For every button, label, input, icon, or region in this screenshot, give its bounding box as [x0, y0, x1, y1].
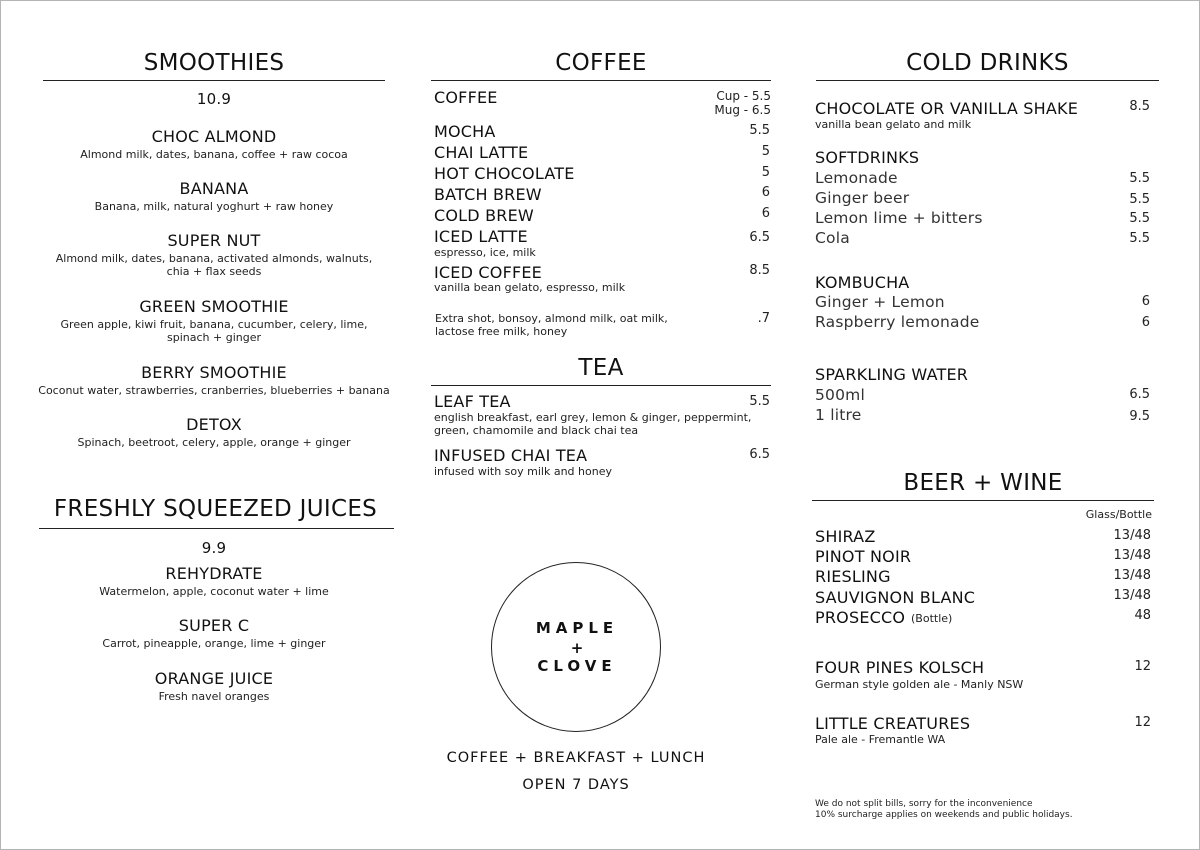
coffee-item-price: 6: [761, 206, 770, 221]
coffee-extras-price: .7: [757, 311, 770, 326]
coffee-extras-line2: lactose free milk, honey: [435, 325, 568, 338]
wine-name: PINOT NOIR: [815, 547, 912, 566]
tea-rule: [431, 385, 771, 386]
coffee-item-name: ICED COFFEE: [434, 263, 542, 282]
juices-price: 9.9: [201, 539, 227, 557]
tea-item-name: INFUSED CHAI TEA: [434, 446, 588, 465]
smoothie-desc: Almond milk, dates, banana, coffee + raw cocoa: [80, 148, 348, 161]
coffee-item-price: 8.5: [749, 263, 770, 278]
coffee-item-name: COFFEE: [434, 88, 498, 107]
coffee-item-name: COLD BREW: [434, 206, 534, 225]
footer-note-line2: 10% surcharge applies on weekends and public holidays.: [815, 810, 1073, 820]
glass-bottle-header: Glass/Bottle: [1085, 508, 1152, 521]
softdrink-price: 5.5: [1129, 231, 1150, 246]
coffee-item-desc: espresso, ice, milk: [434, 246, 536, 259]
smoothie-name: GREEN SMOOTHIE: [139, 297, 289, 316]
wine-price: 13/48: [1113, 548, 1151, 563]
tea-item-price: 5.5: [749, 394, 770, 409]
water-name: 500ml: [815, 386, 865, 404]
tea-heading: TEA: [578, 355, 624, 381]
beer-name: FOUR PINES KOLSCH: [815, 658, 985, 677]
beer-price: 12: [1134, 659, 1151, 674]
beer-desc: German style golden ale - Manly NSW: [815, 678, 1024, 691]
tagline-line2: OPEN 7 DAYS: [522, 777, 630, 793]
tea-item-name: LEAF TEA: [434, 392, 511, 411]
smoothie-desc: Almond milk, dates, banana, activated almonds, walnuts,: [55, 252, 373, 265]
juice-name: SUPER C: [178, 616, 250, 635]
coffee-cup-price: Cup - 5.5: [716, 89, 771, 103]
juice-desc: Carrot, pineapple, orange, lime + ginger: [102, 637, 326, 650]
water-name: 1 litre: [815, 406, 862, 424]
wine-price: 13/48: [1113, 568, 1151, 583]
coffee-item-price: 6: [761, 185, 770, 200]
shake-name: CHOCOLATE OR VANILLA SHAKE: [815, 99, 1079, 118]
softdrink-price: 5.5: [1129, 192, 1150, 207]
softdrink-price: 5.5: [1129, 211, 1150, 226]
smoothie-name: DETOX: [186, 415, 242, 434]
cold-drinks-rule: [816, 80, 1159, 81]
wine-price: 13/48: [1113, 588, 1151, 603]
smoothie-desc-line2: spinach + ginger: [167, 331, 261, 344]
coffee-item-name: HOT CHOCOLATE: [434, 164, 575, 183]
smoothie-desc: Banana, milk, natural yoghurt + raw honey: [94, 200, 334, 213]
wine-price: 48: [1134, 608, 1151, 623]
coffee-item-price: 5.5: [749, 123, 770, 138]
water-price: 9.5: [1129, 409, 1150, 424]
wine-name: PROSECCO: [815, 608, 906, 627]
tea-item-desc: infused with soy milk and honey: [434, 465, 612, 478]
logo-line2: +: [570, 639, 584, 657]
smoothie-name: BANANA: [179, 179, 249, 198]
coffee-rule: [431, 80, 771, 81]
kombucha-price: 6: [1141, 315, 1150, 330]
shake-desc: vanilla bean gelato and milk: [815, 118, 972, 131]
wine-name: RIESLING: [815, 567, 891, 586]
cold-drinks-heading: COLD DRINKS: [906, 50, 1069, 76]
coffee-mug-price: Mug - 6.5: [714, 103, 771, 117]
smoothie-name: CHOC ALMOND: [151, 127, 277, 146]
footer-note-line1: We do not split bills, sorry for the inconvenience: [815, 799, 1033, 809]
smoothies-price: 10.9: [196, 90, 232, 108]
logo: [491, 562, 661, 732]
wine-name: SAUVIGNON BLANC: [815, 588, 976, 607]
juices-heading: FRESHLY SQUEEZED JUICES: [53, 496, 378, 522]
coffee-heading: COFFEE: [555, 50, 647, 76]
smoothie-desc: Spinach, beetroot, celery, apple, orange + ginger: [77, 436, 351, 449]
tagline-line1: COFFEE + BREAKFAST + LUNCH: [446, 750, 706, 766]
logo-line3: CLOVE: [537, 657, 617, 675]
juice-desc: Watermelon, apple, coconut water + lime: [99, 585, 329, 598]
shake-price: 8.5: [1129, 99, 1150, 114]
coffee-extras-line1: Extra shot, bonsoy, almond milk, oat milk,: [435, 312, 668, 325]
water-price: 6.5: [1129, 387, 1150, 402]
smoothie-name: SUPER NUT: [167, 231, 261, 250]
kombucha-name: Raspberry lemonade: [815, 313, 980, 331]
beer-wine-heading: BEER + WINE: [903, 470, 1063, 496]
juice-desc: Fresh navel oranges: [158, 690, 270, 703]
juices-rule: [39, 528, 394, 529]
smoothie-desc: Coconut water, strawberries, cranberries, blueberries + banana: [38, 384, 390, 397]
softdrinks-title: SOFTDRINKS: [815, 148, 920, 167]
beer-desc: Pale ale - Fremantle WA: [815, 733, 946, 746]
wine-note: (Bottle): [911, 612, 953, 625]
coffee-item-name: MOCHA: [434, 122, 496, 141]
tea-item-desc: english breakfast, earl grey, lemon & ginger, peppermint,: [434, 411, 752, 424]
softdrink-price: 5.5: [1129, 171, 1150, 186]
beer-wine-rule: [812, 500, 1154, 501]
logo-line1: MAPLE: [535, 619, 619, 637]
softdrink-name: Lemonade: [815, 169, 898, 187]
smoothie-desc: Green apple, kiwi fruit, banana, cucumber, celery, lime,: [60, 318, 368, 331]
kombucha-name: Ginger + Lemon: [815, 293, 945, 311]
softdrink-name: Cola: [815, 229, 850, 247]
kombucha-title: KOMBUCHA: [815, 273, 910, 292]
kombucha-price: 6: [1141, 294, 1150, 309]
smoothie-name: BERRY SMOOTHIE: [141, 363, 287, 382]
coffee-item-desc: vanilla bean gelato, espresso, milk: [434, 281, 626, 294]
wine-name: SHIRAZ: [815, 527, 876, 546]
coffee-item-price: 5: [761, 144, 770, 159]
tea-item-desc-line2: green, chamomile and black chai tea: [434, 424, 639, 437]
coffee-item-name: CHAI LATTE: [434, 143, 529, 162]
smoothie-desc-line2: chia + flax seeds: [166, 265, 262, 278]
coffee-item-name: BATCH BREW: [434, 185, 542, 204]
juice-name: ORANGE JUICE: [154, 669, 274, 688]
juice-name: REHYDRATE: [165, 564, 263, 583]
tea-item-price: 6.5: [749, 447, 770, 462]
coffee-item-price: 6.5: [749, 230, 770, 245]
softdrink-name: Lemon lime + bitters: [815, 209, 983, 227]
softdrink-name: Ginger beer: [815, 189, 910, 207]
coffee-item-price: 5: [761, 165, 770, 180]
water-title: SPARKLING WATER: [815, 365, 969, 384]
coffee-item-name: ICED LATTE: [434, 227, 528, 246]
wine-price: 13/48: [1113, 528, 1151, 543]
smoothies-heading: SMOOTHIES: [143, 50, 285, 76]
beer-name: LITTLE CREATURES: [815, 714, 971, 733]
beer-price: 12: [1134, 715, 1151, 730]
smoothies-rule: [43, 80, 385, 81]
